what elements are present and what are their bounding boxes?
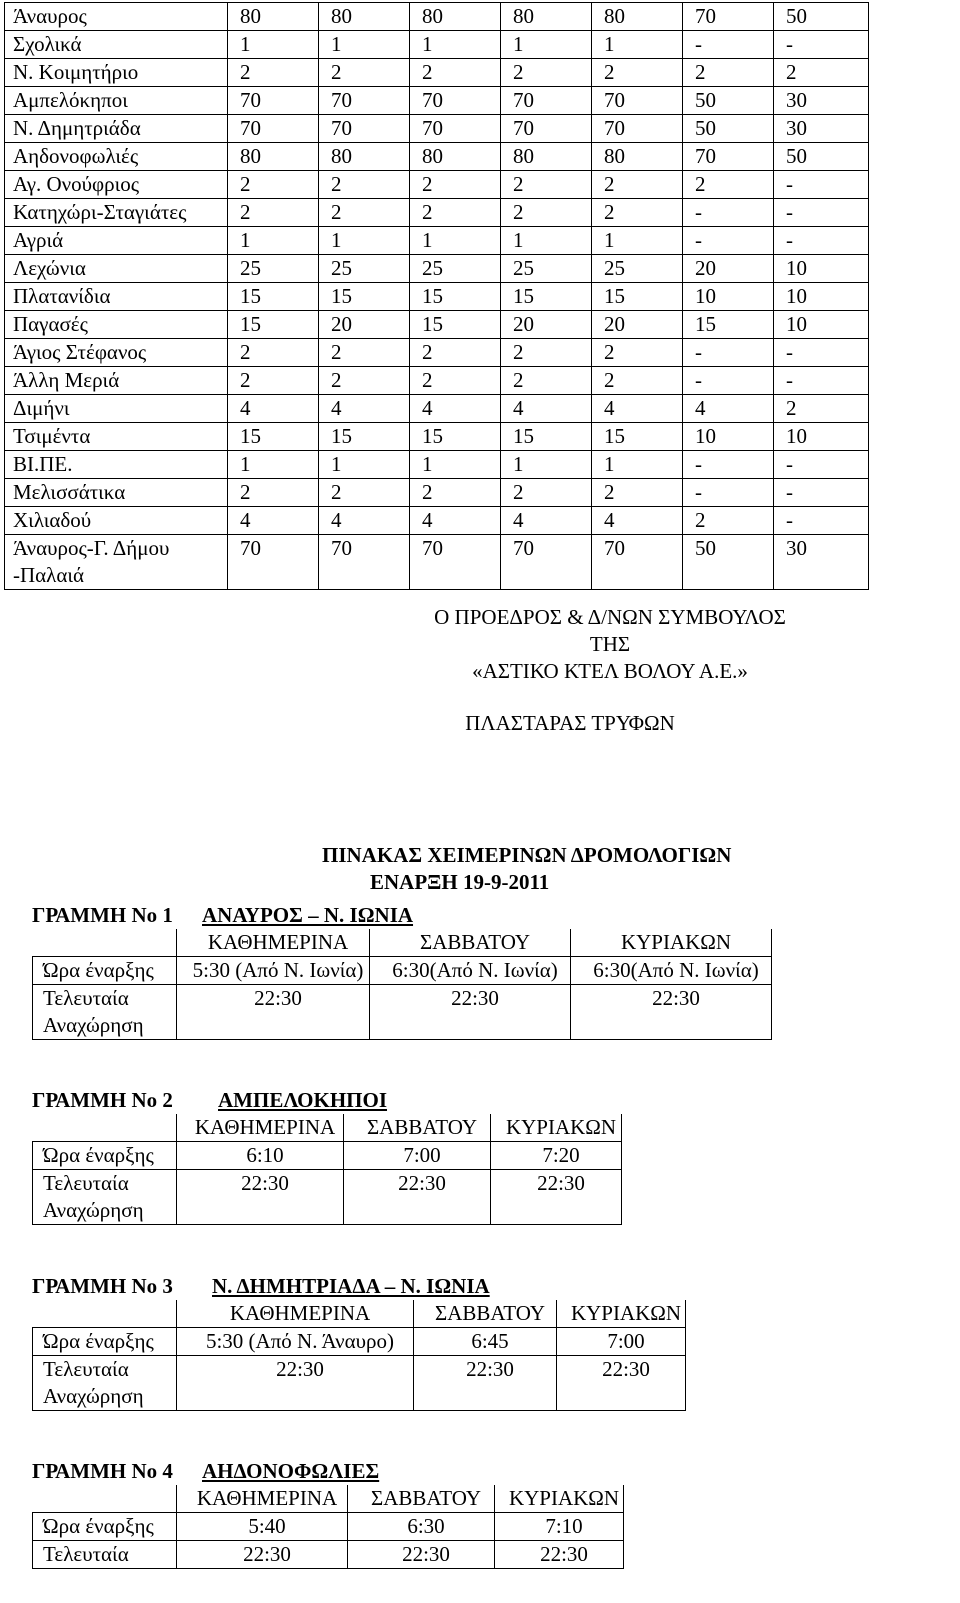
frequency-cell: - xyxy=(774,199,869,227)
table-row xyxy=(5,227,869,255)
stop-name xyxy=(5,339,228,367)
frequency-cell: - xyxy=(774,367,869,395)
start-label: Ώρα έναρξης xyxy=(33,1328,177,1356)
frequency-cell: 2 xyxy=(592,479,683,507)
frequency-cell: 1 xyxy=(228,31,319,59)
frequency-cell: 2 xyxy=(774,395,869,423)
start-weekday: 6:10 xyxy=(177,1142,344,1170)
frequency-cell: 15 xyxy=(410,423,501,451)
stop-name xyxy=(5,479,228,507)
stop-name-text: Μελισσάτικα xyxy=(13,480,126,504)
stop-name xyxy=(5,535,228,590)
stop-name xyxy=(5,3,228,31)
stop-name xyxy=(5,367,228,395)
start-sunday: 7:00 xyxy=(557,1328,686,1356)
frequency-cell: - xyxy=(774,479,869,507)
stop-name-text: Ν. Κοιμητήριο xyxy=(13,60,139,84)
frequency-cell: 4 xyxy=(228,395,319,423)
stop-name xyxy=(5,423,228,451)
frequency-cell: 4 xyxy=(501,395,592,423)
frequency-cell: 4 xyxy=(228,507,319,535)
frequency-cell: 4 xyxy=(592,395,683,423)
frequency-cell: - xyxy=(683,367,774,395)
stop-name-text: Αμπελόκηποι xyxy=(13,88,128,112)
frequency-cell: 2 xyxy=(319,479,410,507)
last-sunday: 22:30 xyxy=(495,1541,624,1569)
table-row xyxy=(33,1170,622,1225)
frequency-cell: 2 xyxy=(319,171,410,199)
frequency-cell: 15 xyxy=(228,283,319,311)
frequency-cell: 2 xyxy=(410,59,501,87)
stop-name xyxy=(5,143,228,171)
stop-name-text: Άλλη Μεριά xyxy=(13,368,120,392)
frequency-cell: 2 xyxy=(501,199,592,227)
table-row xyxy=(33,1328,686,1356)
table-row xyxy=(33,1513,624,1541)
line-2-heading xyxy=(32,1087,387,1114)
table-row xyxy=(33,1485,624,1513)
last-sunday: 22:30 xyxy=(571,985,772,1040)
frequency-cell: 80 xyxy=(592,143,683,171)
frequency-cell: 2 xyxy=(228,59,319,87)
frequency-cell: 1 xyxy=(592,31,683,59)
table-row xyxy=(33,1356,686,1411)
stop-name-text: Άναυρος-Γ. Δήμου xyxy=(13,536,170,560)
table-row xyxy=(33,1142,622,1170)
frequency-cell: 2 xyxy=(592,367,683,395)
table-row xyxy=(5,507,869,535)
table-row xyxy=(33,1541,624,1569)
table-row xyxy=(33,957,772,985)
frequency-cell: 2 xyxy=(319,339,410,367)
last-saturday: 22:30 xyxy=(348,1541,495,1569)
stop-name xyxy=(5,395,228,423)
frequency-cell: 20 xyxy=(319,311,410,339)
frequency-cell: 70 xyxy=(410,87,501,115)
frequency-cell: 2 xyxy=(592,171,683,199)
stops-table-body xyxy=(5,3,869,590)
table-row xyxy=(5,143,869,171)
frequency-cell: 4 xyxy=(319,395,410,423)
frequency-cell: 20 xyxy=(592,311,683,339)
stop-name xyxy=(5,283,228,311)
table-row xyxy=(5,115,869,143)
frequency-cell: 2 xyxy=(592,59,683,87)
stop-name xyxy=(5,31,228,59)
frequency-cell: 15 xyxy=(683,311,774,339)
last-saturday: 22:30 xyxy=(344,1170,491,1225)
frequency-cell: 15 xyxy=(501,423,592,451)
frequency-cell: 2 xyxy=(592,339,683,367)
frequency-cell: 25 xyxy=(501,255,592,283)
frequency-cell: - xyxy=(683,227,774,255)
last-weekday: 22:30 xyxy=(177,1541,348,1569)
frequency-cell: 10 xyxy=(774,311,869,339)
frequency-cell: 15 xyxy=(501,283,592,311)
frequency-cell: 1 xyxy=(501,31,592,59)
frequency-cell: 2 xyxy=(501,59,592,87)
frequency-cell: - xyxy=(774,31,869,59)
stop-name xyxy=(5,451,228,479)
table-row xyxy=(5,59,869,87)
frequency-cell: 80 xyxy=(410,3,501,31)
frequency-cell: 2 xyxy=(501,367,592,395)
last-label-line2: Αναχώρηση xyxy=(43,1013,144,1037)
frequency-cell: - xyxy=(774,227,869,255)
line-4-number: ΓΡΑΜΜΗ Νο 4 xyxy=(32,1459,173,1483)
start-saturday: 6:30(Από Ν. Ιωνία) xyxy=(370,957,571,985)
line-3-route: Ν. ΔΗΜΗΤΡΙΑΔΑ – Ν. ΙΩΝΙΑ xyxy=(212,1274,490,1298)
stop-name-text: Αγριά xyxy=(13,228,64,252)
signature-company: «ΑΣΤΙΚΟ ΚΤΕΛ ΒΟΛΟΥ Α.Ε.» xyxy=(472,659,748,683)
frequency-cell: - xyxy=(683,451,774,479)
frequency-cell: 50 xyxy=(774,3,869,31)
frequency-cell: 50 xyxy=(683,115,774,143)
frequency-cell: 50 xyxy=(683,535,774,590)
frequency-cell: 1 xyxy=(592,227,683,255)
header-weekday: ΚΑΘΗΜΕΡΙΝΑ xyxy=(177,929,370,957)
stop-name-text: Ν. Δημητριάδα xyxy=(13,116,141,140)
line-2-number: ΓΡΑΜΜΗ Νο 2 xyxy=(32,1088,173,1112)
last-departure-label: Τελευταία xyxy=(33,1541,177,1569)
frequency-cell: - xyxy=(683,31,774,59)
stop-name xyxy=(5,59,228,87)
frequency-cell: 20 xyxy=(683,255,774,283)
table-row xyxy=(33,985,772,1040)
frequency-cell: 70 xyxy=(319,535,410,590)
last-sunday: 22:30 xyxy=(557,1356,686,1411)
stop-name-text: Άναυρος xyxy=(13,4,87,28)
frequency-cell: 4 xyxy=(683,395,774,423)
stop-name xyxy=(5,171,228,199)
stop-name xyxy=(5,507,228,535)
frequency-cell: 70 xyxy=(592,535,683,590)
frequency-cell: 15 xyxy=(228,311,319,339)
frequency-cell: 70 xyxy=(410,115,501,143)
frequency-cell: 1 xyxy=(501,451,592,479)
frequency-cell: 4 xyxy=(410,395,501,423)
table-row xyxy=(5,479,869,507)
winter-schedule-start: ΕΝΑΡΞΗ 19-9-2011 xyxy=(370,870,550,894)
table-row xyxy=(5,395,869,423)
line-2-route: ΑΜΠΕΛΟΚΗΠΟΙ xyxy=(218,1088,388,1112)
frequency-cell: 15 xyxy=(319,423,410,451)
header-saturday: ΣΑΒΒΑΤΟΥ xyxy=(348,1485,495,1513)
stop-name xyxy=(5,87,228,115)
frequency-cell: 15 xyxy=(592,423,683,451)
stop-name-text: Άγιος Στέφανος xyxy=(13,340,147,364)
frequency-cell: 2 xyxy=(683,171,774,199)
header-blank xyxy=(33,1485,177,1513)
frequency-cell: 2 xyxy=(319,199,410,227)
frequency-cell: 1 xyxy=(228,227,319,255)
stop-name-text: Αγ. Ονούφριος xyxy=(13,172,140,196)
stop-name-text: Τσιμέντα xyxy=(13,424,91,448)
frequency-cell: 1 xyxy=(319,451,410,479)
frequency-cell: 2 xyxy=(319,59,410,87)
frequency-cell: - xyxy=(683,339,774,367)
table-row xyxy=(33,1114,622,1142)
frequency-cell: 1 xyxy=(410,451,501,479)
frequency-cell: 70 xyxy=(228,87,319,115)
frequency-cell: 70 xyxy=(683,3,774,31)
line-4-route: ΑΗΔΟΝΟΦΩΛΙΕΣ xyxy=(202,1459,380,1483)
frequency-cell: 1 xyxy=(228,451,319,479)
frequency-cell: 4 xyxy=(501,507,592,535)
table-row xyxy=(5,339,869,367)
start-label: Ώρα έναρξης xyxy=(33,1513,177,1541)
stop-name-text: Αηδονοφωλιές xyxy=(13,144,139,168)
stop-name-text: Διμήνι xyxy=(13,396,70,420)
frequency-cell: 2 xyxy=(228,199,319,227)
start-sunday: 7:10 xyxy=(495,1513,624,1541)
frequency-cell: 2 xyxy=(410,339,501,367)
frequency-cell: 2 xyxy=(501,339,592,367)
stops-frequency-table xyxy=(4,2,869,590)
last-weekday: 22:30 xyxy=(177,1356,414,1411)
header-saturday: ΣΑΒΒΑΤΟΥ xyxy=(370,929,571,957)
frequency-cell: 70 xyxy=(228,115,319,143)
line-2-table xyxy=(32,1114,622,1225)
table-row xyxy=(5,451,869,479)
line-3-table xyxy=(32,1300,686,1411)
table-row xyxy=(5,87,869,115)
table-row xyxy=(5,535,869,590)
header-blank xyxy=(33,929,177,957)
last-departure-label xyxy=(33,1170,177,1225)
frequency-cell: 1 xyxy=(410,227,501,255)
frequency-cell: 2 xyxy=(319,367,410,395)
frequency-cell: 2 xyxy=(410,367,501,395)
line-4-heading xyxy=(32,1458,379,1485)
start-saturday: 7:00 xyxy=(344,1142,491,1170)
frequency-cell: 2 xyxy=(410,199,501,227)
frequency-cell: 15 xyxy=(410,283,501,311)
frequency-cell: 2 xyxy=(228,171,319,199)
line-3-heading xyxy=(32,1273,490,1300)
frequency-cell: 70 xyxy=(319,115,410,143)
last-label-line2: Αναχώρηση xyxy=(43,1384,144,1408)
frequency-cell: 30 xyxy=(774,115,869,143)
frequency-cell: 25 xyxy=(410,255,501,283)
frequency-cell: 15 xyxy=(319,283,410,311)
frequency-cell: 50 xyxy=(774,143,869,171)
start-weekday: 5:30 (Από Ν. Άναυρο) xyxy=(177,1328,414,1356)
frequency-cell: 70 xyxy=(592,115,683,143)
start-sunday: 6:30(Από Ν. Ιωνία) xyxy=(571,957,772,985)
frequency-cell: 2 xyxy=(228,479,319,507)
frequency-cell: 80 xyxy=(501,3,592,31)
last-saturday: 22:30 xyxy=(370,985,571,1040)
header-saturday: ΣΑΒΒΑΤΟΥ xyxy=(414,1300,557,1328)
line-4-table xyxy=(32,1485,624,1569)
frequency-cell: 1 xyxy=(501,227,592,255)
frequency-cell: 80 xyxy=(228,3,319,31)
header-sunday: ΚΥΡΙΑΚΩΝ xyxy=(557,1300,686,1328)
frequency-cell: - xyxy=(683,199,774,227)
line-1-heading xyxy=(32,902,413,929)
frequency-cell: - xyxy=(683,479,774,507)
frequency-cell: 30 xyxy=(774,87,869,115)
frequency-cell: 1 xyxy=(319,31,410,59)
frequency-cell: 2 xyxy=(501,171,592,199)
frequency-cell: 2 xyxy=(683,507,774,535)
stop-name-text: Σχολικά xyxy=(13,32,82,56)
header-sunday: ΚΥΡΙΑΚΩΝ xyxy=(495,1485,624,1513)
frequency-cell: 70 xyxy=(683,143,774,171)
table-row xyxy=(5,31,869,59)
frequency-cell: 70 xyxy=(410,535,501,590)
frequency-cell: 15 xyxy=(228,423,319,451)
stop-name xyxy=(5,227,228,255)
frequency-cell: 70 xyxy=(592,87,683,115)
frequency-cell: 2 xyxy=(410,171,501,199)
stop-name-text: Παγασές xyxy=(13,312,88,336)
table-row xyxy=(5,367,869,395)
signature-name: ΠΛΑΣΤΑΡΑΣ ΤΡΥΦΩΝ xyxy=(465,711,675,735)
frequency-cell: - xyxy=(774,339,869,367)
frequency-cell: 2 xyxy=(683,59,774,87)
frequency-cell: - xyxy=(774,507,869,535)
frequency-cell: 25 xyxy=(228,255,319,283)
stop-name xyxy=(5,311,228,339)
frequency-cell: 80 xyxy=(319,3,410,31)
frequency-cell: 10 xyxy=(683,423,774,451)
frequency-cell: 1 xyxy=(592,451,683,479)
stop-name xyxy=(5,199,228,227)
frequency-cell: 70 xyxy=(501,115,592,143)
last-saturday: 22:30 xyxy=(414,1356,557,1411)
frequency-cell: 2 xyxy=(592,199,683,227)
stop-name-text: ΒΙ.ΠΕ. xyxy=(13,452,73,476)
frequency-cell: 80 xyxy=(228,143,319,171)
header-sunday: ΚΥΡΙΑΚΩΝ xyxy=(571,929,772,957)
start-weekday: 5:30 (Από Ν. Ιωνία) xyxy=(177,957,370,985)
frequency-cell: 10 xyxy=(683,283,774,311)
table-row xyxy=(5,171,869,199)
stop-name-text: Χιλιαδού xyxy=(13,508,92,532)
last-label-line1: Τελευταία xyxy=(43,986,129,1010)
stop-name-text: Κατηχώρι-Σταγιάτες xyxy=(13,200,187,224)
line-1-route: ΑΝΑΥΡΟΣ – Ν. ΙΩΝΙΑ xyxy=(202,903,414,927)
last-weekday: 22:30 xyxy=(177,985,370,1040)
frequency-cell: 4 xyxy=(410,507,501,535)
frequency-cell: 2 xyxy=(228,367,319,395)
last-departure-label xyxy=(33,985,177,1040)
table-row xyxy=(33,929,772,957)
table-row xyxy=(5,255,869,283)
frequency-cell: 4 xyxy=(319,507,410,535)
header-weekday: ΚΑΘΗΜΕΡΙΝΑ xyxy=(177,1300,414,1328)
frequency-cell: 25 xyxy=(592,255,683,283)
stop-name-text-line2: -Παλαιά xyxy=(13,563,84,587)
frequency-cell: 80 xyxy=(501,143,592,171)
table-row xyxy=(5,3,869,31)
table-row xyxy=(5,199,869,227)
last-weekday: 22:30 xyxy=(177,1170,344,1225)
frequency-cell: 80 xyxy=(592,3,683,31)
frequency-cell: 2 xyxy=(410,479,501,507)
signature-block xyxy=(410,604,810,685)
stop-name xyxy=(5,115,228,143)
frequency-cell: 70 xyxy=(228,535,319,590)
last-label-line2: Αναχώρηση xyxy=(43,1198,144,1222)
frequency-cell: 4 xyxy=(592,507,683,535)
frequency-cell: 70 xyxy=(319,87,410,115)
line-3-number: ΓΡΑΜΜΗ Νο 3 xyxy=(32,1274,173,1298)
frequency-cell: 25 xyxy=(319,255,410,283)
header-saturday: ΣΑΒΒΑΤΟΥ xyxy=(344,1114,491,1142)
frequency-cell: 30 xyxy=(774,535,869,590)
frequency-cell: 10 xyxy=(774,255,869,283)
frequency-cell: 10 xyxy=(774,423,869,451)
last-departure-label xyxy=(33,1356,177,1411)
frequency-cell: 2 xyxy=(501,479,592,507)
signature-of: ΤΗΣ xyxy=(589,632,631,656)
line-1-number: ΓΡΑΜΜΗ Νο 1 xyxy=(32,903,173,927)
last-label-line1: Τελευταία xyxy=(43,1171,129,1195)
frequency-cell: 2 xyxy=(774,59,869,87)
stop-name-text: Λεχώνια xyxy=(13,256,86,280)
table-row xyxy=(33,1300,686,1328)
start-label: Ώρα έναρξης xyxy=(33,957,177,985)
start-saturday: 6:30 xyxy=(348,1513,495,1541)
frequency-cell: - xyxy=(774,171,869,199)
frequency-cell: 15 xyxy=(410,311,501,339)
frequency-cell: 2 xyxy=(228,339,319,367)
stop-name-text: Πλατανίδια xyxy=(13,284,111,308)
frequency-cell: 1 xyxy=(410,31,501,59)
table-row xyxy=(5,311,869,339)
frequency-cell: 20 xyxy=(501,311,592,339)
last-sunday: 22:30 xyxy=(491,1170,622,1225)
frequency-cell: 10 xyxy=(774,283,869,311)
last-label-line1: Τελευταία xyxy=(43,1357,129,1381)
line-1-table xyxy=(32,929,772,1040)
start-weekday: 5:40 xyxy=(177,1513,348,1541)
table-row xyxy=(5,283,869,311)
header-weekday: ΚΑΘΗΜΕΡΙΝΑ xyxy=(177,1485,348,1513)
frequency-cell: 70 xyxy=(501,535,592,590)
frequency-cell: - xyxy=(774,451,869,479)
frequency-cell: 1 xyxy=(319,227,410,255)
stop-name xyxy=(5,255,228,283)
start-label: Ώρα έναρξης xyxy=(33,1142,177,1170)
header-blank xyxy=(33,1300,177,1328)
frequency-cell: 15 xyxy=(592,283,683,311)
header-blank xyxy=(33,1114,177,1142)
frequency-cell: 80 xyxy=(410,143,501,171)
winter-schedule-title: ΠΙΝΑΚΑΣ ΧΕΙΜΕΡΙΝΩΝ ΔΡΟΜΟΛΟΓΙΩΝ xyxy=(322,843,732,867)
frequency-cell: 50 xyxy=(683,87,774,115)
frequency-cell: 80 xyxy=(319,143,410,171)
frequency-cell: 70 xyxy=(501,87,592,115)
start-sunday: 7:20 xyxy=(491,1142,622,1170)
signature-title: Ο ΠΡΟΕΔΡΟΣ & Δ/ΝΩΝ ΣΥΜΒΟΥΛΟΣ xyxy=(434,605,786,629)
header-sunday: ΚΥΡΙΑΚΩΝ xyxy=(491,1114,622,1142)
table-row xyxy=(5,423,869,451)
header-weekday: ΚΑΘΗΜΕΡΙΝΑ xyxy=(177,1114,344,1142)
start-saturday: 6:45 xyxy=(414,1328,557,1356)
